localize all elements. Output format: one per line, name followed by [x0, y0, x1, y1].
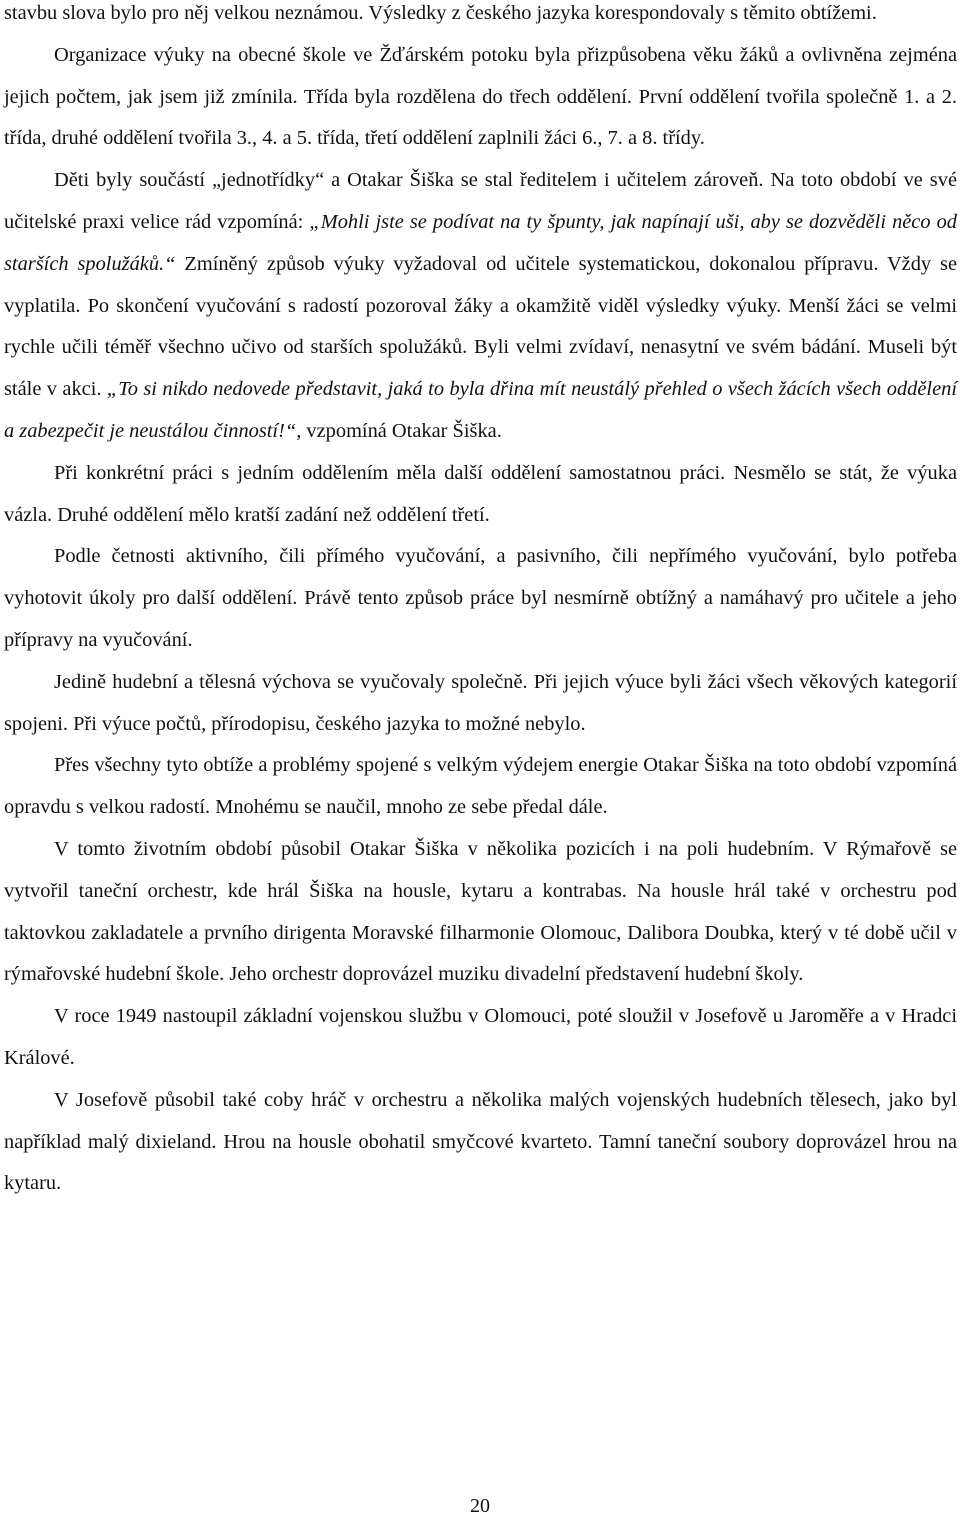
text-run: Přes všechny tyto obtíže a problémy spojené s velkým výdejem energie Otakar Šiška na toto období vzpomíná opravdu s velkou radostí. Mnohému se naučil, mnoho ze sebe předal dále. — [4, 754, 957, 819]
text-run: Organizace výuky na obecné škole ve Žďárském potoku byla přizpůsobena věku žáků a ovlivněna zejména jejich počtem, jak jsem již zmínila. Třída byla rozdělena do třech oddělení. První oddělení tvořila společně 1. a 2. třída, druhé oddělení tvořila 3., 4. a 5. třída, třetí oddělení zaplnili žáci 6., 7. a 8. třídy. — [4, 43, 957, 150]
paragraph — [4, 996, 957, 1080]
page-number: 20 — [470, 1495, 490, 1517]
quote-text: „Mohli jste se podívat na ty špunty, jak napínají uši, aby se dozvěděli něco od starších spolužáků.“ — [4, 210, 957, 275]
paragraph — [4, 536, 957, 661]
paragraph — [4, 160, 957, 453]
paragraph — [4, 829, 957, 996]
text-run: Děti byly součástí „jednotřídky“ a Otakar Šiška se stal ředitelem i učitelem zároveň. Na toto období ve své učitelské praxi velice rád vzpomíná: — [4, 169, 957, 233]
text-run: V tomto životním období působil Otakar Šiška v několika pozicích i na poli hudebním. V Rýmařově se vytvořil taneční orchestr, kde hrál Šiška na housle, kytaru a kontrabas. Na housle hrál také v orchestru pod taktovkou zakladatele a prvního dirigenta Moravské filharmonie Olomouc, Dalibora Doubka, který v té době učil v rýmařovské hudební škole. Jeho orchestr doprovázel muziku divadelní představení hudební školy. — [4, 837, 957, 986]
paragraph — [4, 35, 957, 160]
text-run: stavbu slova bylo pro něj velkou neznámou. Výsledky z českého jazyka korespondovaly s těmito obtížemi. — [4, 2, 877, 24]
text-run: V Josefově působil také coby hráč v orchestru a několika malých vojenských hudebních tělesech, jako byl například malý dixieland. Hrou na housle obohatil smyčcové kvarteto. Tamní taneční soubory doprovázel hrou na kytaru. — [4, 1088, 957, 1195]
text-run: V roce 1949 nastoupil základní vojenskou službu v Olomouci, poté sloužil v Josefově u Jaroměře a v Hradci Králové. — [4, 1005, 957, 1069]
document-page — [4, 0, 957, 1205]
paragraph — [4, 0, 957, 35]
paragraph — [4, 745, 957, 829]
text-run: Jedině hudební a tělesná výchova se vyučovaly společně. Při jejich výuce byli žáci všech věkových kategorií spojeni. Při výuce počtů, přírodopisu, českého jazyka to možné nebylo. — [4, 670, 957, 735]
paragraph — [4, 1080, 957, 1205]
text-run: Zmíněný způsob výuky vyžadoval od učitele systematickou, dokonalou přípravu. Vždy se vyplatila. Po skončení vyučování s radostí pozoroval žáky a okamžitě viděl výsledky výuky. Menší žáci se velmi rychle učili téměř všechno učivo od starších spolužáků. Byli velmi zvídaví, nenasytní ve svém bádání. Museli být stále v akci. — [4, 252, 957, 401]
text-run: , vzpomíná Otakar Šiška. — [296, 419, 502, 442]
paragraph — [4, 453, 957, 537]
quote-text: „To si nikdo nedovede představit, jaká to byla dřina mít neustálý přehled o všech žácích všech oddělení a zabezpečit je neustálou činností!“ — [4, 378, 957, 442]
text-run: Při konkrétní práci s jedním oddělením měla další oddělení samostatnou práci. Nesmělo se stát, že výuka vázla. Druhé oddělení mělo kratší zadání než oddělení třetí. — [4, 461, 957, 526]
paragraph — [4, 662, 957, 746]
text-run: Podle četnosti aktivního, čili přímého vyučování, a pasivního, čili nepřímého vyučování, bylo potřeba vyhotovit úkoly pro další oddělení. Právě tento způsob práce byl nesmírně obtížný a namáhavý pro učitele a jeho přípravy na vyučování. — [4, 545, 957, 651]
